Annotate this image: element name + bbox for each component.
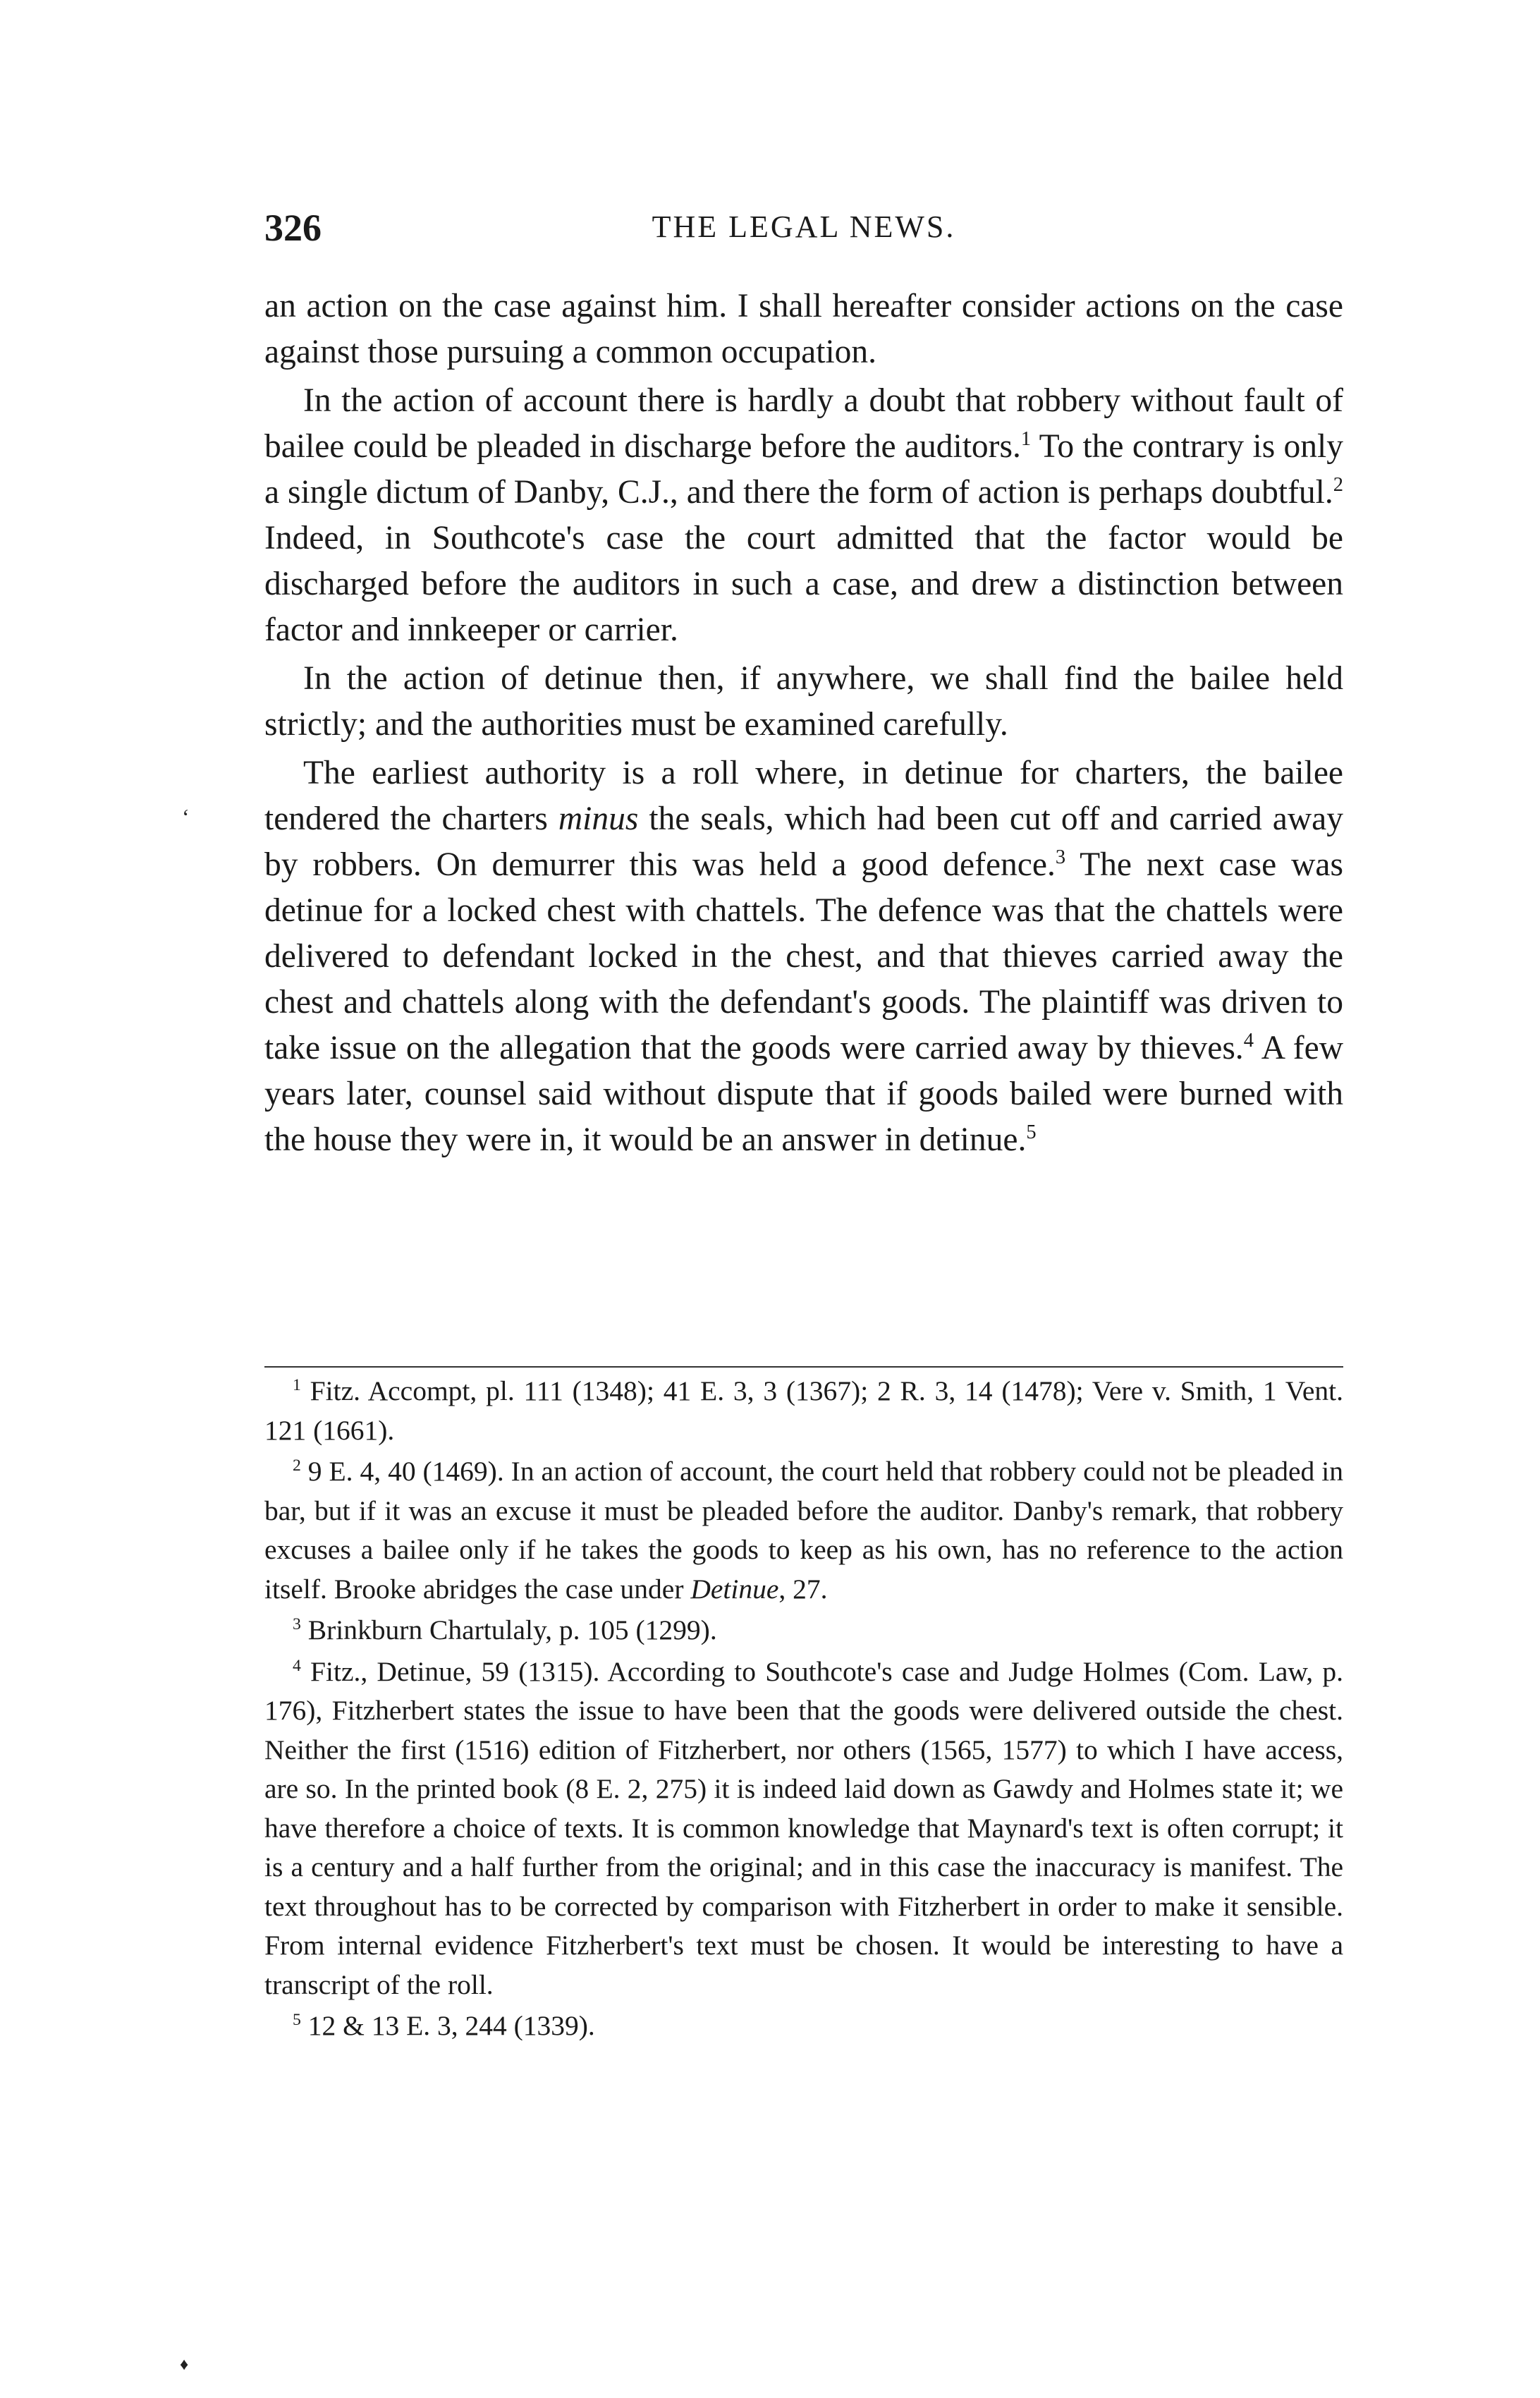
footnote-ref-1: 1 [1020, 428, 1032, 451]
paragraph-1 [264, 284, 1343, 375]
footnote-1-text: Fitz. Accompt, pl. 111 (1348); 41 E. 3, 3 (1367); 2 R. 3, 14 (1478); Vere v. Smith, 1 Vent. 121 (1661). [264, 1375, 1343, 1446]
page-number: 326 [264, 207, 322, 249]
paragraph-3-text: In the action of detinue then, if anywhere, we shall find the bailee held strictly; and the authorities must be examined carefully. [264, 660, 1343, 743]
footnote-divider [264, 1366, 1343, 1368]
footnote-3-number: 3 [293, 1614, 301, 1633]
running-head: THE LEGAL NEWS. [652, 209, 956, 244]
paragraph-4 [264, 750, 1343, 1163]
footnote-2-text-b: , 27. [778, 1573, 828, 1605]
footnote-2-text-a: 9 E. 4, 40 (1469). In an action of account, the court held that robbery could not be pleaded in bar, but if it was an excuse it must be pleaded before the auditor. Danby's remark, that robbery excuses a bailee only if he takes the goods to keep as his own, has no reference to the action itself. Brooke abridges the case under [264, 1456, 1343, 1605]
footnote-ref-2: 2 [1333, 474, 1343, 497]
footnote-ref-3: 3 [1055, 846, 1066, 869]
paragraph-4-text-a: The earliest authority is a roll where, in detinue for charters, the bailee tendered the charters [264, 755, 1343, 837]
paragraph-2-text-a: In the action of account there is hardly a doubt that robbery without fault of bailee could be pleaded in discharge before the auditors. [264, 382, 1343, 465]
body-text [264, 284, 1343, 1163]
footnote-2 [264, 1452, 1343, 1609]
footnote-2-number: 2 [293, 1456, 301, 1475]
footnote-3-text: Brinkburn Chartulaly, p. 105 (1299). [300, 1614, 717, 1645]
paragraph-2-text-b: To the contrary is only a single dictum of Danby, C.J., and there the form of action is perhaps doubtful. [264, 428, 1344, 511]
paragraph-4-text-c: The next case was detinue for a locked chest with chattels. The defence was that the chattels were delivered to defendant locked in the chest, and that thieves carried away the chest and chattels along with the defendant's goods. The plaintiff was driven to take issue on the allegation that the goods were carried away by thieves. [264, 846, 1343, 1066]
footnote-ref-4: 4 [1243, 1030, 1254, 1052]
footnote-5 [264, 2007, 1343, 2046]
margin-mark: ‘ [182, 804, 190, 829]
footnote-4-number: 4 [293, 1656, 301, 1675]
margin-dot: ♦ [180, 2356, 189, 2374]
footnote-1-number: 1 [293, 1375, 301, 1394]
paragraph-3 [264, 656, 1343, 748]
paragraph-4-text-d: A few years later, counsel said without dispute that if goods bailed were burned with the house they were in, it would be an answer in detinue. [264, 1030, 1343, 1158]
paragraph-4-text-b: the seals, which had been cut off and carried away by robbers. On demurrer this was held a good defence. [264, 801, 1344, 883]
footnote-4 [264, 1653, 1343, 2005]
italic-minus: minus [558, 801, 639, 837]
footnote-ref-5: 5 [1026, 1121, 1037, 1144]
paragraph-2 [264, 378, 1343, 653]
footnote-3 [264, 1611, 1343, 1650]
footnote-5-number: 5 [293, 2010, 301, 2029]
footnotes [264, 1372, 1343, 2046]
footnote-1 [264, 1372, 1343, 1450]
footnote-2-italic: Detinue [690, 1573, 779, 1605]
page-header [264, 206, 1343, 255]
paragraph-1-text: an action on the case against him. I shall hereafter consider actions on the case against those pursuing a common occupation. [264, 288, 1343, 370]
footnote-5-text: 12 & 13 E. 3, 244 (1339). [300, 2010, 595, 2041]
footnote-4-text: Fitz., Detinue, 59 (1315). According to Southcote's case and Judge Holmes (Com. Law, p. 176), Fitzherbert states the issue to have been that the goods were delivered outside the chest. Neither the first (1516) edition of Fitzherbert, nor others (1565, 1577) to which I have access, are so. In the printed book (8 E. 2, 275) it is indeed laid down as Gawdy and Holmes state it; we have therefore a choice of texts. It is common knowledge that Maynard's text is often corrupt; it is a century and a half further from the original; and in this case the inaccuracy is manifest. The text throughout has to be corrected by comparison with Fitzherbert in order to make it sensible. From internal evidence Fitzherbert's text must be chosen. It would be interesting to have a transcript of the roll. [264, 1655, 1343, 2000]
paragraph-2-text-c: Indeed, in Southcote's case the court admitted that the factor would be discharged before the auditors in such a case, and drew a distinction between factor and innkeeper or carrier. [264, 520, 1343, 648]
